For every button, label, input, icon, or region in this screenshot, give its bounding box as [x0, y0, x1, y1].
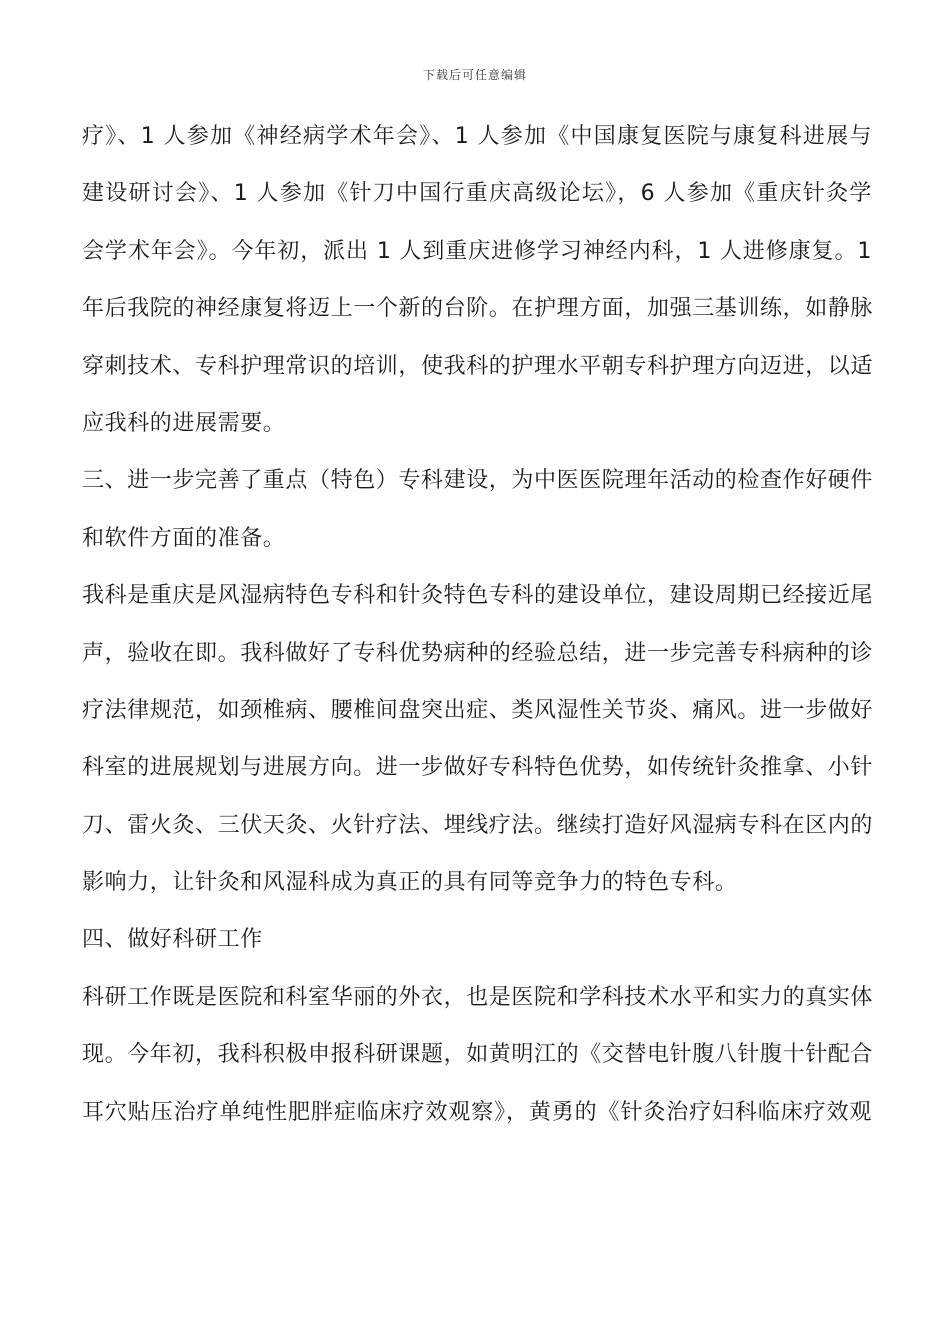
- text-line: 疗法律规范，如颈椎病、腰椎间盘突出症、类风湿性关节炎、痛风。进一步做好: [82, 697, 874, 723]
- section-heading: 和软件方面的准备。: [82, 525, 286, 551]
- text-line: 科研工作既是医院和科室华丽的外衣，也是医院和学科技术水平和实力的真实体: [82, 984, 874, 1010]
- text-line: 年后我院的神经康复将迈上一个新的台阶。在护理方面，加强三基训练，如静脉: [82, 296, 874, 322]
- document-body: [82, 113, 872, 1146]
- section-heading: 四、做好科研工作: [82, 927, 263, 953]
- text-line: 影响力，让针灸和风湿科成为真正的具有同等竞争力的特色专科。: [82, 870, 738, 896]
- page-header: 下载后可任意编辑: [422, 68, 527, 82]
- text-line: 会学术年会》。今年初，派出 1 人到重庆进修学习神经内科，1 人进修康复。1: [82, 238, 872, 264]
- section-heading: 三、进一步完善了重点（特色）专科建设，为中医医院理年活动的检查作好硬件: [82, 468, 874, 494]
- text-line: 穿刺技术、专科护理常识的培训，使我科的护理水平朝专科护理方向迈进，以适: [82, 353, 874, 379]
- text-line: 声，验收在即。我科做好了专科优势病种的经验总结，进一步完善专科病种的诊: [82, 640, 874, 666]
- text-line: 我科是重庆是风湿病特色专科和针灸特色专科的建设单位，建设周期已经接近尾: [82, 583, 874, 609]
- text-line: 疗》、1 人参加《神经病学术年会》、1 人参加《中国康复医院与康复科进展与: [82, 124, 872, 149]
- text-line: 科室的进展规划与进展方向。进一步做好专科特色优势，如传统针灸推拿、小针: [82, 755, 874, 781]
- text-line: 建设研讨会》、1 人参加《针刀中国行重庆高级论坛》，6 人参加《重庆针灸学: [82, 181, 872, 207]
- text-line: 耳穴贴压治疗单纯性肥胖症临床疗效观察》，黄勇的《针灸治疗妇科临床疗效观: [82, 1099, 872, 1125]
- text-line: 现。今年初，我科积极申报科研课题，如黄明江的《交替电针腹八针腹十针配合: [82, 1042, 874, 1068]
- text-line: 应我科的进展需要。: [82, 410, 286, 436]
- text-line: 刀、雷火灸、三伏天灸、火针疗法、埋线疗法。继续打造好风湿病专科在区内的: [82, 812, 874, 838]
